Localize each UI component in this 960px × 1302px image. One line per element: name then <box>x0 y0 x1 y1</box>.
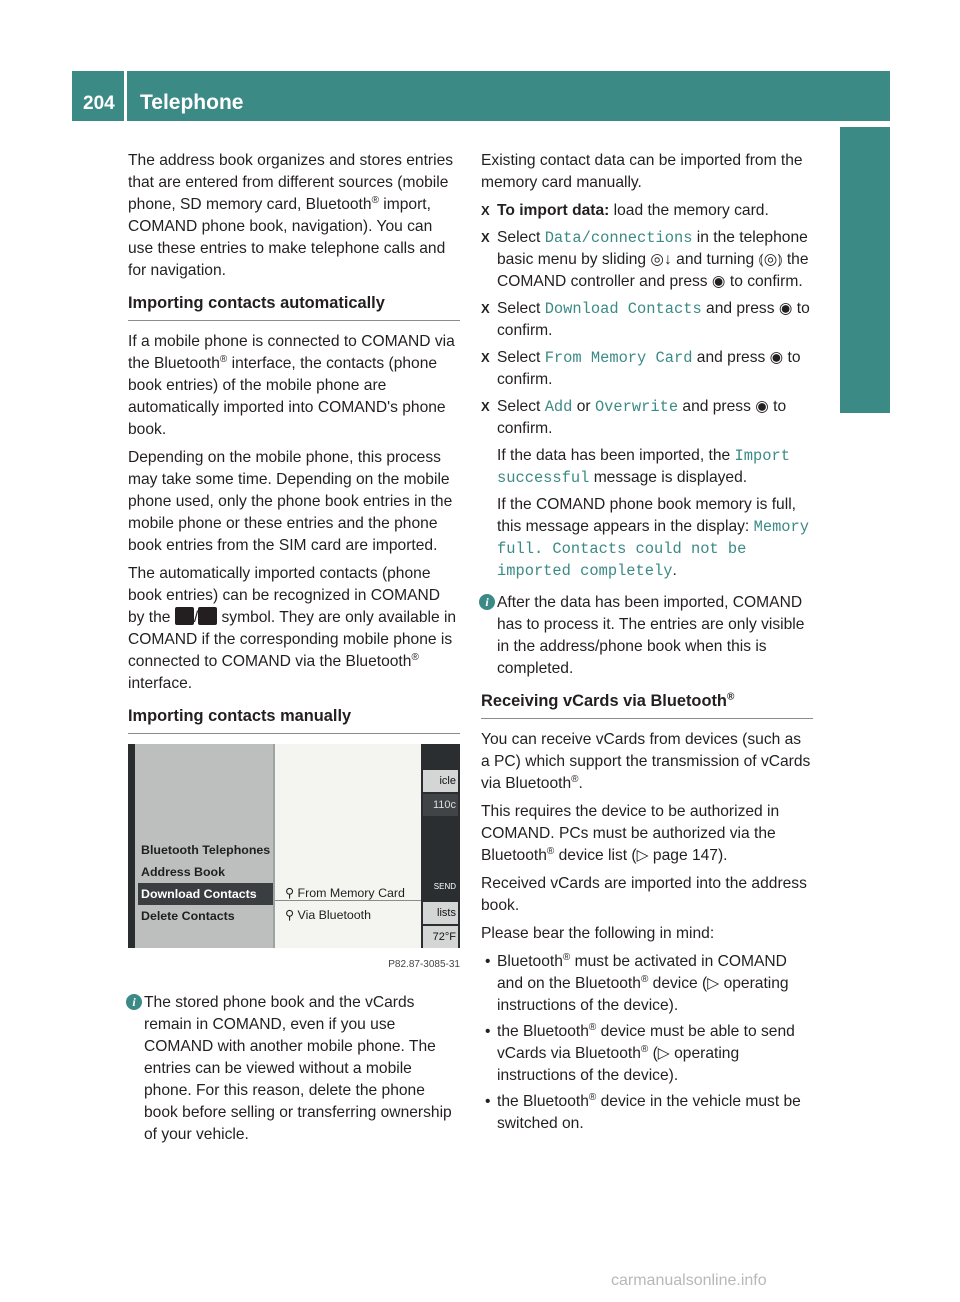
step-add-overwrite: X Select Add or Overwrite and press ◉ to confirm. <box>481 396 813 440</box>
info-icon: i <box>126 994 142 1010</box>
right-tab: lists <box>423 902 458 924</box>
screen-menu <box>135 744 273 948</box>
heading-auto-import: Importing contacts automatically <box>128 292 460 321</box>
info-processing: i After the data has been imported, COMAND has to process it. The entries are only visible in the address/phone book when this is completed. <box>481 592 813 680</box>
right-column <box>481 150 813 1139</box>
right-tab: 72°F <box>423 926 458 948</box>
auto-paragraph-1: If a mobile phone is connected to COMAND via the Bluetooth® interface, the contacts (phone book entries) of the mobile phone are automatically imported into COMAND's phone book. <box>128 333 455 438</box>
screen-right-panel <box>421 744 460 948</box>
vcard-paragraph-4: Please bear the following in mind: <box>481 925 715 942</box>
bullet-item: • Bluetooth® must be activated in COMAND and on the Bluetooth® device (▷ operating instructions of the device). <box>481 951 813 1017</box>
auto-paragraph-2: Depending on the mobile phone, this process may take some time. Depending on the mobile phone used, only the phone book entries in the mobile phone or these entries and the phone book entries from the SIM card are imported. <box>128 449 453 554</box>
bullet-item: • the Bluetooth® device in the vehicle must be switched on. <box>481 1091 813 1135</box>
submenu-option[interactable]: ⚲ Via Bluetooth <box>285 908 372 922</box>
page-number: 204 <box>83 93 115 114</box>
bullet-item: • the Bluetooth® device must be able to send vCards via Bluetooth® (▷ operating instructions of the device). <box>481 1021 813 1087</box>
sim-contact-icon <box>198 607 217 625</box>
memory-full-note: If the COMAND phone book memory is full, this message appears in the display: Memory full. Contacts could not be imported completely. <box>497 496 810 580</box>
right-tab: SEND <box>423 876 458 898</box>
left-column <box>128 150 460 1152</box>
info-note: i The stored phone book and the vCards remain in COMAND, even if you use COMAND with another mobile phone. The entries can be viewed without a mobile phone. For this reason, delete the phone book before selling or transferring ownership of your vehicle. <box>128 992 460 1146</box>
step-download-contacts: X Select Download Contacts and press ◉ to confirm. <box>481 298 813 342</box>
step-memory-card: X Select From Memory Card and press ◉ to confirm. <box>481 347 813 391</box>
heading-manual-import: Importing contacts manually <box>128 705 460 734</box>
comand-screenshot <box>128 744 460 948</box>
submenu-option[interactable]: ⚲ From Memory Card <box>285 886 405 900</box>
screen-edge <box>128 744 135 948</box>
menu-item[interactable]: Address Book <box>141 865 225 879</box>
header-separator <box>124 71 127 121</box>
menu-item-selected[interactable]: Download Contacts <box>138 883 273 905</box>
vcard-paragraph-2: This requires the device to be authorized in COMAND. PCs must be authorized via the Bluetooth® device list (▷ page 147). <box>481 803 780 864</box>
side-tab-wrap <box>840 127 890 413</box>
vcard-paragraph-1: You can receive vCards from devices (such as a PC) which support the transmission of vCards via Bluetooth®. <box>481 731 811 792</box>
import-success-note: If the data has been imported, the Import successful message is displayed. <box>497 447 790 487</box>
auto-paragraph-3: The automatically imported contacts (phone book entries) can be recognized in COMAND by the / symbol. They are only available in COMAND if the corresponding mobile phone is connected to COMAND via the Bluetooth® interface. <box>128 565 457 692</box>
phone-contact-icon <box>175 607 194 625</box>
screen-submenu <box>273 744 421 948</box>
menu-item[interactable]: Delete Contacts <box>141 909 235 923</box>
chapter-title: Telephone <box>140 91 244 114</box>
figure-caption: P82.87-3085-31 <box>388 959 460 970</box>
watermark: carmanualsonline.info <box>611 1272 767 1289</box>
heading-vcards: Receiving vCards via Bluetooth® <box>481 690 813 719</box>
manual-intro: Existing contact data can be imported from the memory card manually. <box>481 152 803 191</box>
step-load-card: X To import data: load the memory card. <box>481 200 813 222</box>
info-icon: i <box>479 594 495 610</box>
step-select-data: X Select Data/connections in the telephone basic menu by sliding ◎↓ and turning ⦅◎⦆ the COMAND controller and press ◉ to confirm. <box>481 227 813 293</box>
intro-paragraph: The address book organizes and stores entries that are entered from different sources (mobile phone, SD memory card, Bluetooth® import, COMAND phone book, navigation). You can use these entries to make telephone calls and for navigation. <box>128 152 454 279</box>
side-tab-label: COMAND <box>851 295 878 403</box>
vcard-paragraph-3: Received vCards are imported into the address book. <box>481 875 807 914</box>
right-tab: 110c <box>423 794 458 816</box>
right-tab: icle <box>423 770 458 792</box>
menu-item[interactable]: Bluetooth Telephones <box>141 843 271 857</box>
